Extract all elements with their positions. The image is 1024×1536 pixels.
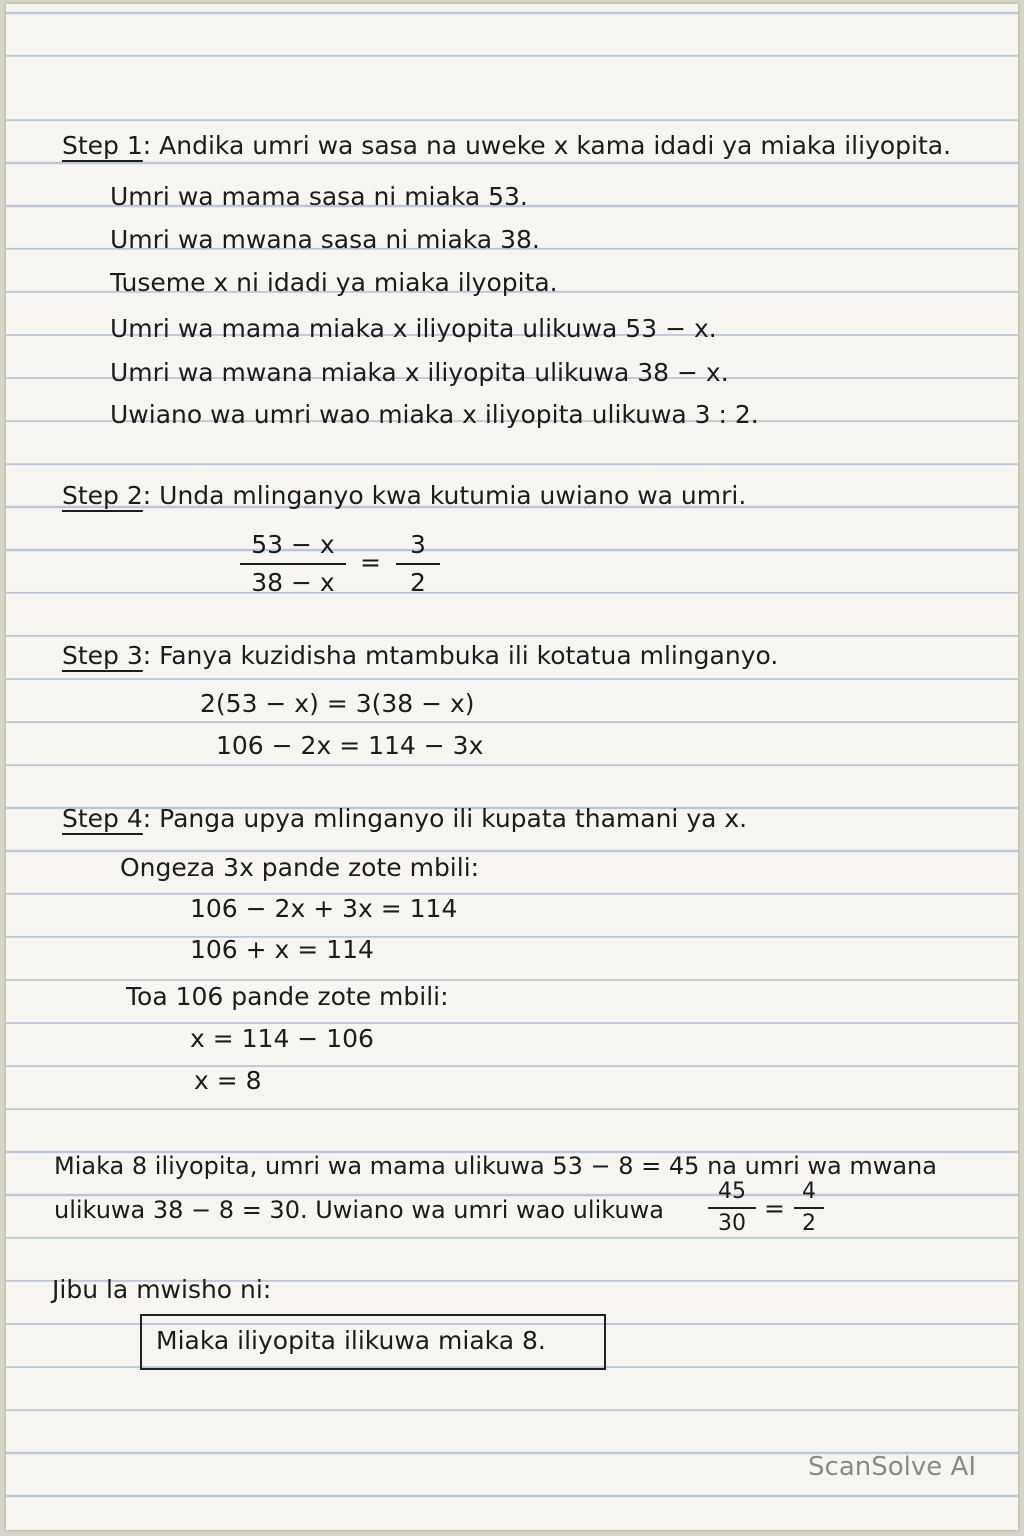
ratio-fraction (708, 1180, 756, 1236)
step-colon: : (142, 481, 160, 510)
step-1-heading (62, 130, 951, 162)
equation-line: 106 − 2x = 114 − 3x (216, 731, 484, 760)
step-3-heading (62, 640, 778, 672)
equation-line: 106 + x = 114 (190, 935, 374, 964)
conclusion-line-2: ulikuwa 38 − 8 = 30. Uwiano wa umri wao ulikuwa (54, 1196, 664, 1224)
step-colon: : (142, 641, 160, 670)
fraction-numerator: 3 (410, 530, 426, 559)
fraction-right (396, 530, 440, 598)
step-colon: : (142, 131, 160, 160)
step-3-label: Step 3 (62, 641, 143, 670)
step-1-line: Umri wa mwana sasa ni miaka 38. (110, 225, 540, 254)
step-1-line: Uwiano wa umri wao miaka x iliyopita ulikuwa 3 : 2. (110, 400, 759, 429)
step-1-line: Umri wa mama sasa ni miaka 53. (110, 182, 528, 211)
step-2-label: Step 2 (62, 481, 143, 510)
step-3-title: Fanya kuzidisha mtambuka ili kotatua mlinganyo. (159, 641, 779, 670)
fraction-denominator: 2 (802, 1211, 816, 1236)
fraction-denominator: 2 (410, 568, 426, 597)
final-answer-text: Miaka iliyopita ilikuwa miaka 8. (156, 1326, 546, 1355)
step-4-title: Panga upya mlinganyo ili kupata thamani ya x. (159, 804, 748, 833)
step-4-substep: Ongeza 3x pande zote mbili: (120, 853, 480, 882)
final-answer-label: Jibu la mwisho ni: (52, 1275, 272, 1304)
equation-line: 106 − 2x + 3x = 114 (190, 894, 458, 923)
brand-watermark: ScanSolve AI (808, 1452, 976, 1482)
conclusion-line-1: Miaka 8 iliyopita, umri wa mama ulikuwa 53 − 8 = 45 na umri wa mwana (54, 1152, 937, 1180)
fraction-numerator: 4 (802, 1179, 816, 1204)
fraction-denominator: 30 (718, 1211, 746, 1236)
step-1-line: Umri wa mama miaka x iliyopita ulikuwa 53 − x. (110, 314, 717, 343)
step-4-substep: Toa 106 pande zote mbili: (126, 982, 449, 1011)
equation-line: x = 8 (194, 1066, 262, 1095)
fraction-left (240, 530, 346, 598)
step-1-line: Tuseme x ni idadi ya miaka ilyopita. (110, 268, 558, 297)
equals-sign: = (360, 548, 381, 577)
step-4-label: Step 4 (62, 804, 143, 833)
equation-line: 2(53 − x) = 3(38 − x) (200, 689, 475, 718)
fraction-numerator: 53 − x (251, 530, 335, 559)
equals-sign: = (764, 1194, 785, 1223)
final-answer-box (140, 1314, 606, 1370)
step-2-heading (62, 480, 746, 512)
fraction-denominator: 38 − x (251, 568, 335, 597)
step-2-title: Unda mlinganyo kwa kutumia uwiano wa umri. (159, 481, 747, 510)
step-1-label: Step 1 (62, 131, 143, 160)
step-1-title: Andika umri wa sasa na uweke x kama idadi ya miaka iliyopita. (159, 131, 952, 160)
equation-line: x = 114 − 106 (190, 1024, 374, 1053)
step-1-line: Umri wa mwana miaka x iliyopita ulikuwa 38 − x. (110, 358, 729, 387)
fraction-numerator: 45 (718, 1179, 746, 1204)
step-4-heading (62, 803, 747, 835)
step-colon: : (142, 804, 160, 833)
ratio-fraction-simplified (794, 1180, 824, 1236)
